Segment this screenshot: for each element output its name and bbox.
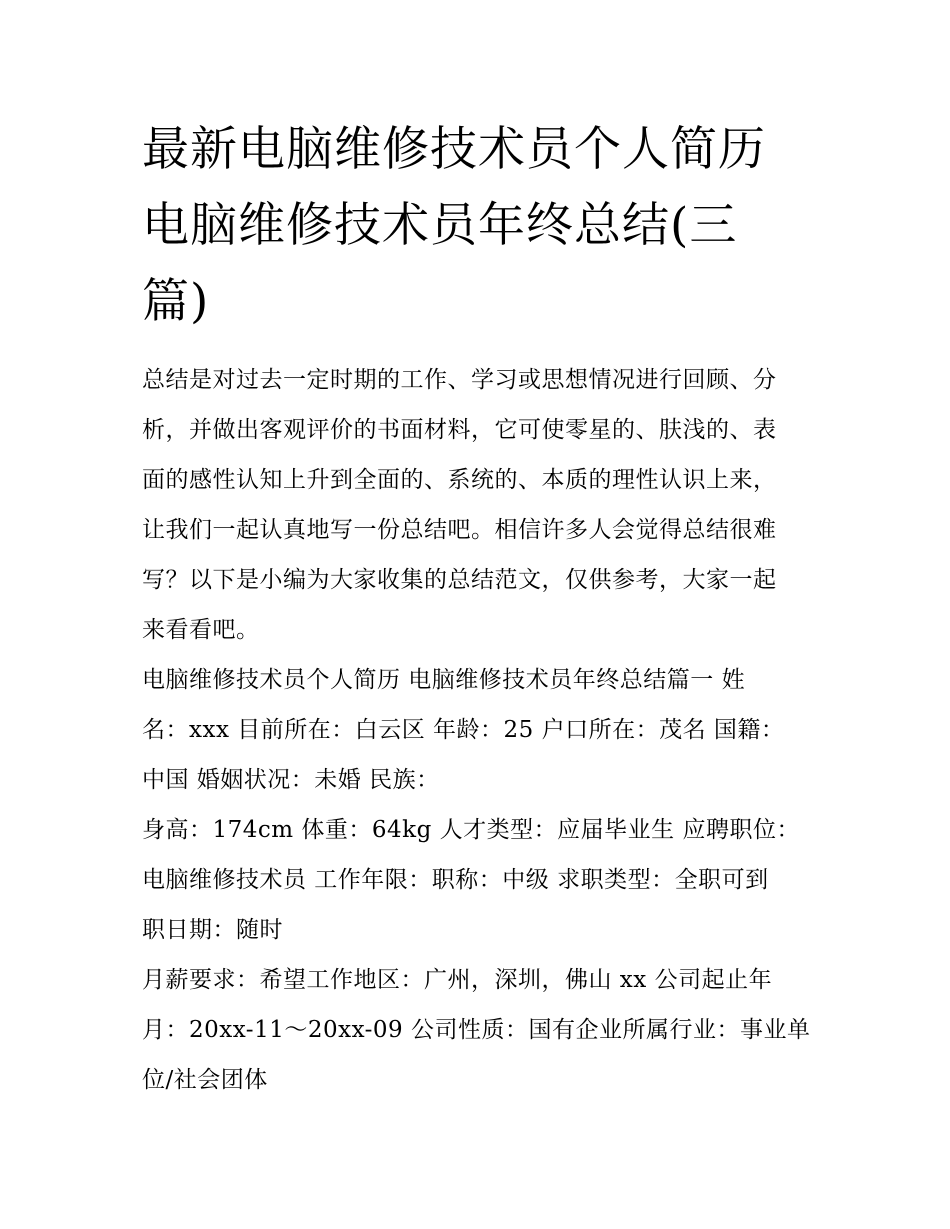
document-body (142, 355, 822, 1105)
text-line: 面的感性认知上升到全面的、系统的、本质的理性认识上来， (142, 467, 777, 493)
text-line: 月：20xx-11～20xx-09 公司性质：国有企业所属行业：事业单 (142, 1017, 811, 1043)
document-title (142, 112, 822, 340)
resume-work-history-paragraph (142, 955, 822, 1105)
text-line: 析，并做出客观评价的书面材料，它可使零星的、肤浅的、表 (142, 417, 777, 443)
title-line: 最新电脑维修技术员个人简历 (142, 122, 766, 177)
text-line: 让我们一起认真地写一份总结吧。相信许多人会觉得总结很难 (142, 517, 777, 543)
text-line: 中国 婚姻状况：未婚 民族： (142, 767, 440, 793)
text-line: 写？以下是小编为大家收集的总结范文，仅供参考，大家一起 (142, 567, 777, 593)
text-line: 身高：174cm 体重：64kg 人才类型：应届毕业生 应聘职位： (142, 817, 800, 843)
text-line: 电脑维修技术员 工作年限：职称：中级 求职类型：全职可到 (142, 867, 769, 893)
resume-basic-info-paragraph (142, 655, 822, 805)
text-line: 职日期：随时 (142, 917, 283, 943)
title-line: 电脑维修技术员年终总结(三 (142, 198, 738, 253)
text-line: 来看看吧。 (142, 617, 260, 643)
text-line: 电脑维修技术员个人简历 电脑维修技术员年终总结篇一 姓 (142, 667, 746, 693)
intro-paragraph (142, 355, 822, 655)
resume-job-info-paragraph (142, 805, 822, 955)
title-line: 篇) (142, 274, 210, 329)
text-line: 名：xxx 目前所在：白云区 年龄：25 户口所在：茂名 国籍： (142, 717, 785, 743)
text-line: 位/社会团体 (142, 1067, 268, 1093)
text-line: 总结是对过去一定时期的工作、学习或思想情况进行回顾、分 (142, 367, 777, 393)
text-line: 月薪要求：希望工作地区：广州，深圳，佛山 xx 公司起止年 (142, 967, 773, 993)
